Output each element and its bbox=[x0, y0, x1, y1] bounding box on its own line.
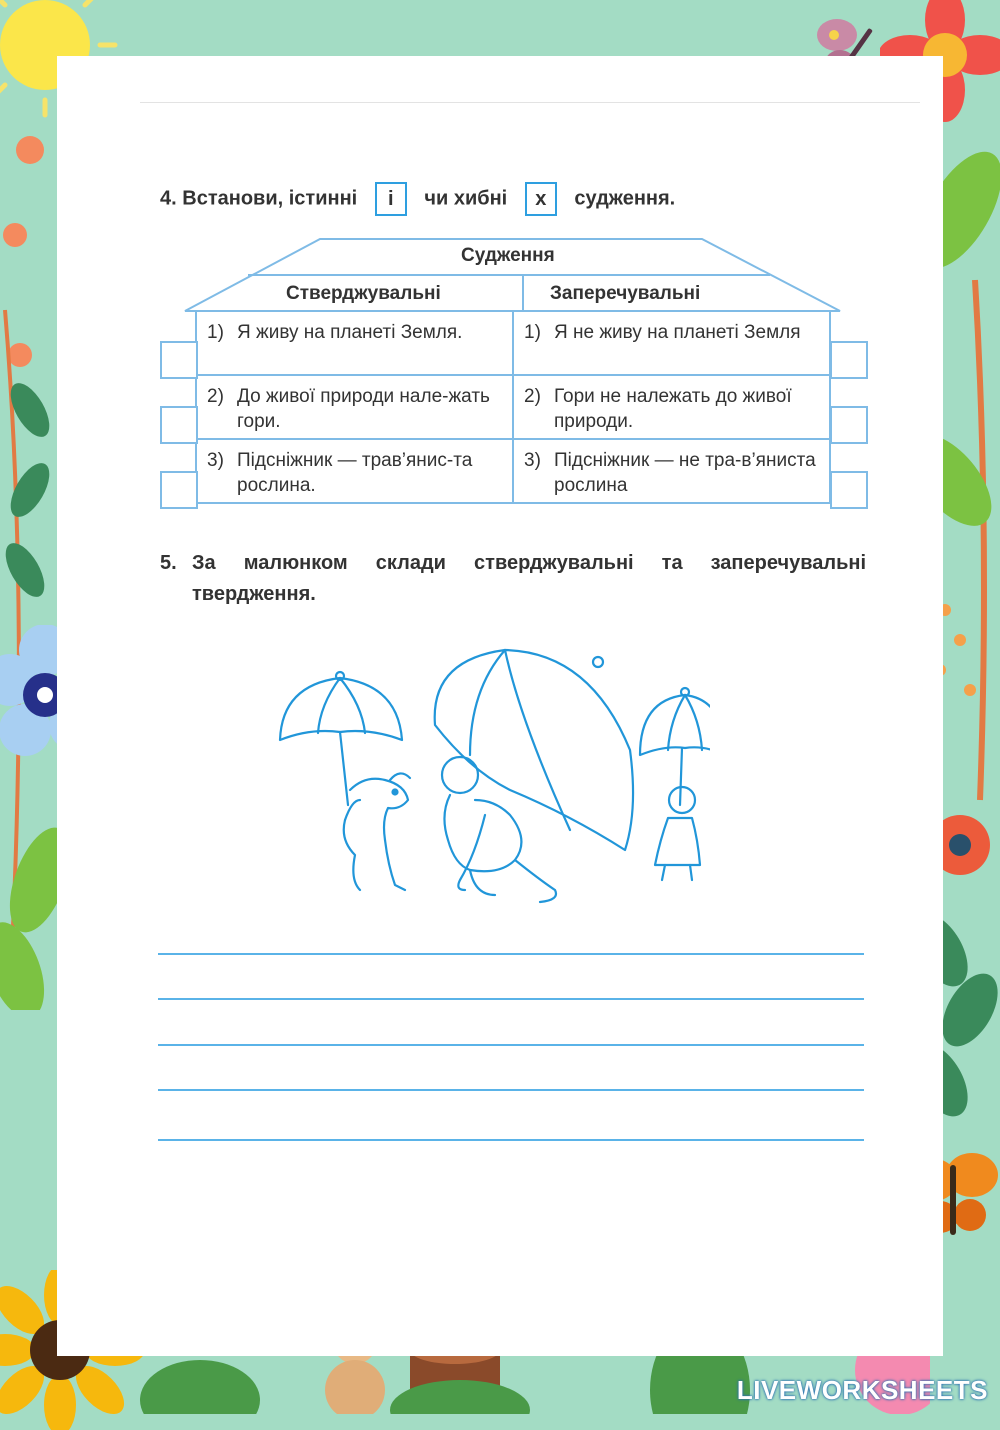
answer-box-right-3[interactable] bbox=[830, 471, 868, 509]
column-header-negative: Заперечувальні bbox=[550, 283, 701, 304]
instruction-text: судження. bbox=[574, 187, 676, 210]
statement-text: Підсніжник — трав’янис-та рослина. bbox=[237, 450, 473, 496]
task-4-instruction bbox=[160, 182, 675, 216]
statement-cell bbox=[513, 311, 830, 375]
leaves-icon bbox=[0, 110, 60, 1010]
statement-text: Я живу на планеті Земля. bbox=[237, 322, 463, 343]
false-mark-box: х bbox=[525, 182, 557, 216]
table-header: Судження bbox=[461, 245, 555, 266]
table-row bbox=[196, 439, 830, 503]
statement-cell bbox=[513, 375, 830, 439]
answer-box-right-1[interactable] bbox=[830, 341, 868, 379]
answer-box-left-3[interactable] bbox=[160, 471, 198, 509]
statements-grid bbox=[195, 310, 831, 504]
true-mark-box: і bbox=[375, 182, 407, 216]
answer-line-5[interactable] bbox=[158, 1139, 864, 1141]
statement-text: Підсніжник — не тра-в’яниста рослина bbox=[554, 450, 816, 496]
statement-number: 3) bbox=[524, 450, 541, 471]
divider bbox=[140, 102, 920, 103]
answer-line-3[interactable] bbox=[158, 1044, 864, 1046]
instruction-text: чи хибні bbox=[424, 187, 508, 210]
statement-number: 3) bbox=[207, 450, 224, 471]
task-number: 4. bbox=[160, 187, 177, 210]
table-row bbox=[196, 375, 830, 439]
answer-box-right-2[interactable] bbox=[830, 406, 868, 444]
brand-logo: LIVEWORKSHEETS bbox=[736, 1375, 988, 1405]
judgements-table bbox=[150, 235, 875, 515]
statement-number: 1) bbox=[207, 322, 224, 343]
statement-text: До живої природи нале-жать гори. bbox=[237, 386, 490, 432]
statement-cell bbox=[196, 439, 513, 503]
statement-cell bbox=[513, 439, 830, 503]
answer-line-4[interactable] bbox=[158, 1089, 864, 1091]
statement-number: 2) bbox=[524, 386, 541, 407]
statement-number: 2) bbox=[207, 386, 224, 407]
task-number: 5. bbox=[160, 552, 177, 574]
statement-text: Я не живу на планеті Земля bbox=[554, 322, 801, 343]
table-row bbox=[196, 311, 830, 375]
answer-box-left-1[interactable] bbox=[160, 341, 198, 379]
statement-number: 1) bbox=[524, 322, 541, 343]
answer-line-1[interactable] bbox=[158, 953, 864, 955]
children-with-umbrellas-illustration bbox=[270, 640, 710, 910]
statement-cell bbox=[196, 311, 513, 375]
instruction-text: Встанови, істинні bbox=[182, 187, 358, 210]
answer-line-2[interactable] bbox=[158, 998, 864, 1000]
statement-text: Гори не належать до живої природи. bbox=[554, 386, 792, 432]
statement-cell bbox=[196, 375, 513, 439]
instruction-text: За малюнком склади стверджувальні та заперечувальні твердження. bbox=[192, 552, 866, 605]
task-5-instruction bbox=[160, 548, 866, 610]
answer-box-left-2[interactable] bbox=[160, 406, 198, 444]
column-header-affirmative: Стверджувальні bbox=[286, 283, 441, 304]
